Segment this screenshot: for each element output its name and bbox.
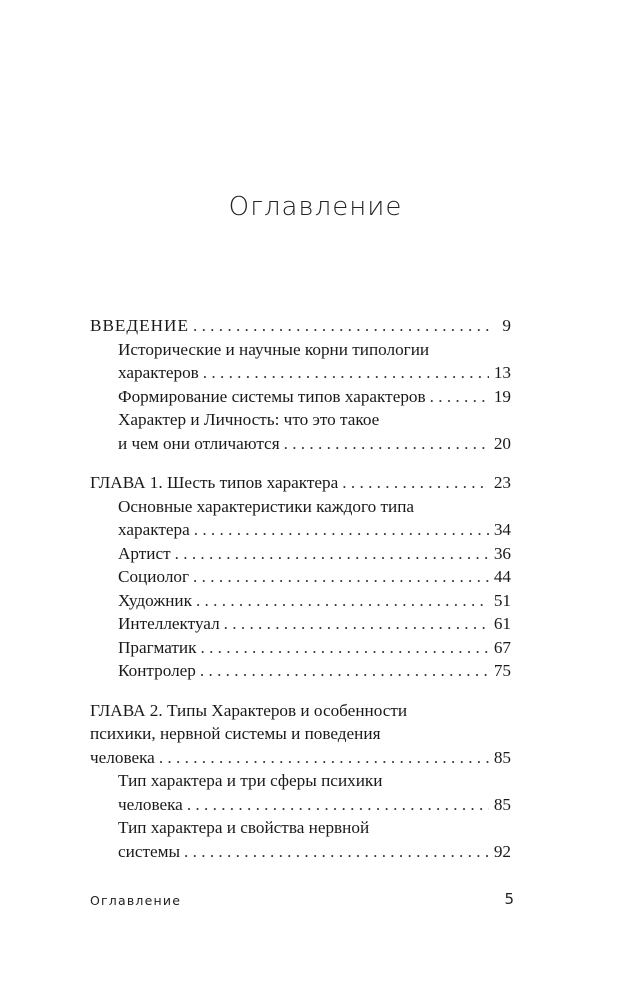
toc-entry-title: Художник (118, 590, 192, 610)
toc-entry-title: Прагматик (118, 637, 197, 657)
toc-entry-title: Исторические и научные корни типологии (118, 339, 430, 359)
toc-entry-title: ГЛАВА 1. Шесть типов характера (90, 473, 339, 492)
dot-leader (203, 361, 489, 385)
toc-section (90, 471, 511, 683)
toc-page-number: 67 (493, 637, 511, 657)
page-title: Оглавление (228, 192, 403, 222)
dot-leader (430, 385, 489, 409)
toc-subentry (90, 659, 511, 683)
dot-leader (200, 659, 489, 683)
dot-leader (224, 612, 489, 636)
toc-page-number: 36 (493, 543, 511, 563)
toc-page-number: 13 (493, 363, 511, 382)
toc-page-number: 75 (493, 661, 511, 680)
toc-page-number: 44 (493, 567, 511, 586)
toc-chapter-entry (90, 699, 511, 770)
toc-page-number: 85 (493, 794, 511, 814)
toc-entry-title: Формирование системы типов характеров (118, 386, 426, 406)
toc-subentry (90, 612, 511, 636)
toc-page-number: 20 (493, 433, 511, 453)
toc-entry-title: психики, нервной системы и поведения (90, 724, 381, 743)
dot-leader (184, 840, 489, 864)
toc-entry-title: ГЛАВА 2. Типы Характеров и особенности (90, 700, 408, 720)
toc-chapter-entry (90, 471, 511, 495)
toc-page-number: 9 (502, 316, 511, 335)
dot-leader (196, 589, 489, 613)
dot-leader (193, 314, 489, 338)
toc-subentry (90, 495, 511, 542)
toc-chapter-entry (90, 314, 511, 338)
dot-leader (284, 432, 489, 456)
toc-entry-title: системы (118, 841, 181, 861)
toc-entry-title: и чем они отличаются (118, 433, 280, 453)
toc-subentry (90, 636, 511, 660)
toc-page-number: 34 (493, 520, 511, 539)
dot-leader (200, 636, 489, 660)
toc-page-number: 23 (493, 473, 511, 492)
toc-entry-title: Характер и Личность: что это такое (118, 410, 380, 429)
toc-page-number: 61 (493, 614, 511, 633)
toc-page-number: 92 (493, 841, 511, 861)
dot-leader (187, 793, 489, 817)
toc-entry-title: Контролер (118, 661, 196, 680)
toc-section (90, 314, 511, 455)
toc-entry-title: Основные характеристики каждого типа (118, 496, 415, 516)
toc-entry-title: человека (90, 747, 155, 767)
toc-entry-title: характеров (118, 363, 199, 382)
toc-subentry (90, 542, 511, 566)
toc-entry-title: Интеллектуал (118, 614, 220, 633)
toc-entry-title: Тип характера и свойства нервной (118, 818, 370, 837)
toc-subentry (90, 769, 511, 816)
toc-section (90, 699, 511, 864)
toc-entry-title: человека (118, 794, 183, 814)
running-footer-title: Оглавление (90, 893, 182, 908)
toc-subentry (90, 338, 511, 385)
toc-subentry (90, 408, 511, 455)
toc-page-number: 19 (493, 386, 511, 406)
dot-leader (193, 565, 489, 589)
dot-leader (342, 471, 489, 495)
dot-leader (194, 518, 489, 542)
toc-page-number: 51 (493, 590, 511, 610)
toc-entry-title: Тип характера и три сферы психики (118, 771, 383, 790)
toc-subentry (90, 816, 511, 863)
toc-subentry (90, 565, 511, 589)
dot-leader (175, 542, 489, 566)
toc-entry-title: ВВЕДЕНИЕ (90, 316, 189, 335)
toc-entry-title: характера (118, 520, 190, 539)
toc-entry-title: Социолог (118, 567, 190, 586)
toc-subentry (90, 385, 511, 409)
table-of-contents (90, 314, 511, 879)
toc-entry-title: Артист (118, 543, 171, 563)
toc-page-number: 85 (493, 747, 511, 767)
toc-subentry (90, 589, 511, 613)
page-number: 5 (504, 890, 514, 908)
dot-leader (159, 746, 489, 770)
